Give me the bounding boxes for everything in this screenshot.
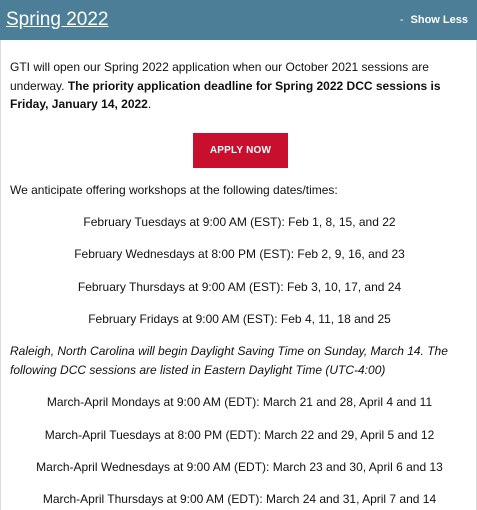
session-item: March-April Mondays at 9:00 AM (EDT): March 21 and 28, April 4 and 11 [46, 395, 433, 409]
show-less-label: Show Less [410, 14, 468, 26]
show-less-toggle[interactable] [400, 14, 468, 26]
workshops-lead-text: We anticipate offering workshops at the following dates/times: [10, 183, 338, 197]
accordion-header[interactable] [0, 0, 477, 40]
intro-text: GTI will open our Spring 2022 application when our October 2021 sessions are underway. [10, 60, 429, 93]
session-item: February Thursdays at 9:00 AM (EST): Feb 3, 10, 17, and 24 [77, 280, 402, 294]
intro-paragraph [10, 58, 472, 114]
apply-now-button[interactable]: APPLY NOW [193, 133, 288, 168]
session-item: March-April Wednesdays at 9:00 AM (EDT): March 23 and 30, April 6 and 13 [36, 460, 443, 474]
session-item: February Wednesdays at 8:00 PM (EST): Feb 2, 9, 16, and 23 [74, 247, 405, 261]
session-item: March-April Thursdays at 9:00 AM (EDT): March 24 and 31, April 7 and 14 [42, 492, 437, 506]
section-title-link[interactable]: Spring 2022 [6, 9, 109, 30]
accordion-panel [0, 40, 477, 510]
daylight-saving-note: Raleigh, North Carolina will begin Daylight Saving Time on Sunday, March 14. The following DCC sessions are listed in Eastern Daylight Time (UTC-4:00) [10, 344, 448, 377]
intro-end: . [147, 97, 152, 111]
deadline-text: The priority application deadline for Spring 2022 DCC sessions is Friday, January 14, 2022 [10, 78, 441, 111]
session-item: March-April Tuesdays at 8:00 PM (EDT): March 22 and 29, April 5 and 12 [44, 428, 435, 442]
session-item: February Fridays at 9:00 AM (EST): Feb 4, 11, 18 and 25 [88, 312, 391, 326]
collapse-icon: - [399, 14, 404, 26]
session-item: February Tuesdays at 9:00 AM (EST): Feb 1, 8, 15, and 22 [83, 215, 396, 229]
